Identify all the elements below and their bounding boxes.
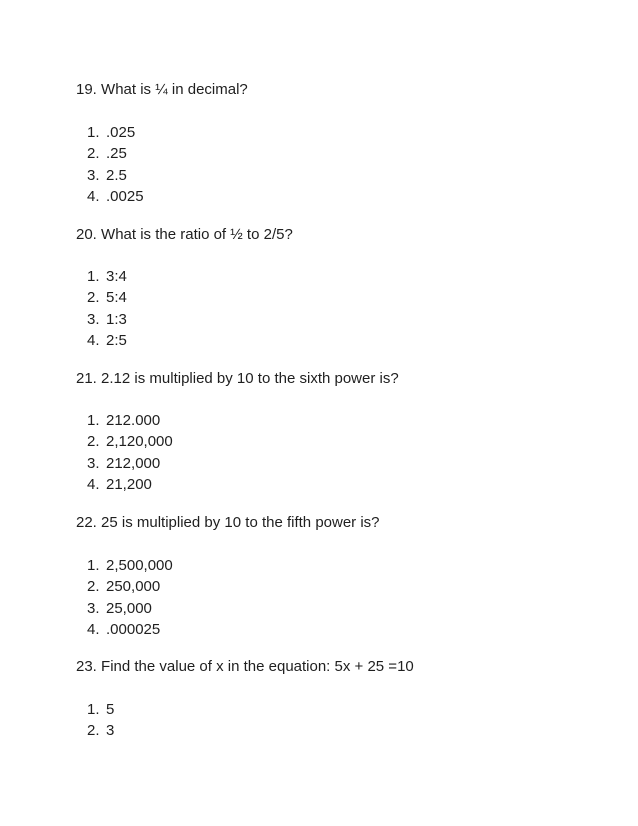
option-text: .025	[106, 124, 136, 141]
question-text: What is the ratio of ½ to 2/5?	[101, 226, 293, 243]
list-item	[87, 600, 173, 621]
option-text: .000025	[106, 621, 161, 639]
question-19	[76, 81, 248, 99]
option-number: 1.	[87, 701, 100, 718]
list-item	[87, 578, 173, 599]
option-number: 3.	[87, 599, 100, 617]
option-text: 25,000	[106, 599, 152, 617]
list-item	[87, 332, 127, 353]
question-22	[76, 514, 380, 532]
question-number: 19.	[76, 81, 97, 98]
option-text: 212,000	[106, 454, 161, 472]
option-number: 3.	[87, 310, 100, 328]
question-text: 25 is multiplied by 10 to the fifth power is?	[101, 514, 380, 531]
list-item	[87, 433, 173, 454]
option-text: 5:4	[106, 289, 127, 307]
option-number: 2.	[87, 289, 100, 307]
list-item	[87, 412, 173, 433]
option-number: 3.	[87, 454, 100, 472]
option-number: 2.	[87, 145, 100, 163]
list-item	[87, 701, 114, 722]
list-item	[87, 455, 173, 476]
list-item	[87, 167, 144, 188]
question-text: What is ¼ in decimal?	[101, 81, 248, 98]
list-item	[87, 124, 144, 145]
option-text: 2.5	[106, 166, 127, 184]
question-number: 22.	[76, 514, 97, 531]
options-list-23	[87, 701, 114, 744]
option-text: 1:3	[106, 310, 127, 328]
question-21	[76, 370, 399, 388]
option-text: 2,120,000	[106, 433, 173, 451]
options-list-20	[87, 268, 127, 354]
list-item	[87, 557, 173, 578]
option-number: 3.	[87, 166, 100, 184]
option-text: 21,200	[106, 476, 152, 494]
question-23	[76, 658, 414, 676]
question-number: 23.	[76, 658, 97, 675]
option-text: .0025	[106, 188, 144, 206]
list-item	[87, 188, 144, 209]
list-item	[87, 145, 144, 166]
option-number: 4.	[87, 188, 100, 206]
option-number: 1.	[87, 412, 100, 429]
option-number: 2.	[87, 578, 100, 596]
options-list-22	[87, 557, 173, 643]
list-item	[87, 268, 127, 289]
option-number: 4.	[87, 476, 100, 494]
option-text: 2,500,000	[106, 557, 173, 574]
question-text: 2.12 is multiplied by 10 to the sixth power is?	[101, 370, 399, 387]
question-number: 21.	[76, 370, 97, 387]
option-number: 2.	[87, 433, 100, 451]
option-text: 212.000	[106, 412, 161, 429]
list-item	[87, 289, 127, 310]
list-item	[87, 476, 173, 497]
list-item	[87, 722, 114, 743]
options-list-21	[87, 412, 173, 498]
question-text: Find the value of x in the equation: 5x + 25 =10	[101, 658, 414, 675]
option-text: .25	[106, 145, 127, 163]
option-text: 3	[106, 722, 115, 740]
option-text: 3:4	[106, 268, 127, 285]
option-number: 1.	[87, 268, 100, 285]
option-text: 250,000	[106, 578, 161, 596]
option-number: 1.	[87, 557, 100, 574]
option-number: 2.	[87, 722, 100, 740]
option-number: 4.	[87, 332, 100, 350]
option-number: 4.	[87, 621, 100, 639]
option-number: 1.	[87, 124, 100, 141]
option-text: 5	[106, 701, 115, 718]
question-20	[76, 226, 293, 244]
question-number: 20.	[76, 226, 97, 243]
list-item	[87, 621, 173, 642]
options-list-19	[87, 124, 144, 210]
list-item	[87, 311, 127, 332]
option-text: 2:5	[106, 332, 127, 350]
